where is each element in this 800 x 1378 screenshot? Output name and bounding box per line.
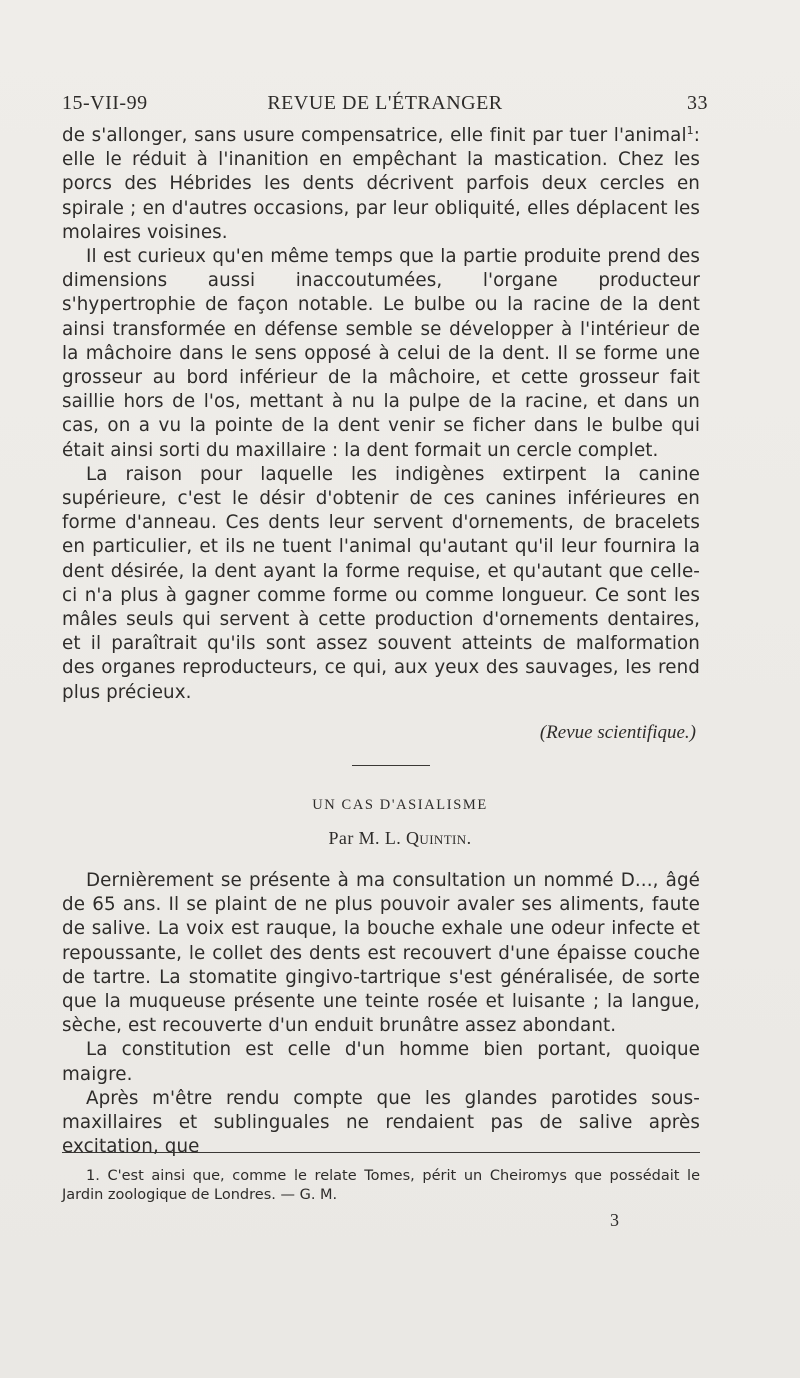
- footnote-marker: 1: [686, 123, 694, 137]
- footnote: [62, 1167, 700, 1205]
- running-head: [62, 92, 708, 120]
- footnote-divider: [62, 1152, 700, 1153]
- footnote-text: [62, 1167, 700, 1205]
- paragraph: La constitution est celle d'un homme bien portant, quoique maigre.: [62, 1039, 700, 1085]
- source-citation: (Revue scientifique.): [539, 722, 696, 743]
- author-name: Quintin.: [406, 828, 472, 848]
- header-journal-title: REVUE DE L'ÉTRANGER: [267, 92, 503, 114]
- paragraph: Après m'être rendu compte que les glandes parotides sous-maxillaires et sublinguales ne rendaient pas de salive après excitation, que: [62, 1087, 700, 1158]
- signature-mark: 3: [610, 1210, 619, 1230]
- paragraph: [62, 124, 700, 245]
- footnote-number: 1.: [86, 1168, 100, 1184]
- article-body: [62, 869, 700, 1159]
- header-date: 15-VII-99: [62, 92, 148, 114]
- article-continuation: [62, 124, 700, 705]
- article-author: [0, 828, 800, 849]
- paragraph-text: de s'allonger, sans usure compensatrice, elle finit par tuer l'animal: [62, 125, 687, 146]
- footnote-body: C'est ainsi que, comme le relate Tomes, périt un Cheiromys que possédait le Jardin zoologique de Londres. — G. M.: [62, 1168, 701, 1203]
- paragraph: Il est curieux qu'en même temps que la partie produite prend des dimensions aussi inaccoutumées, l'organe producteur s'hypertrophie de façon notable. Le bulbe ou la racine de la dent ainsi transformée en défense semble se développer à l'intérieur de la mâchoire dans le sens opposé à celui de la dent. Il se forme une grosseur au bord inférieur de la mâchoire, et cette grosseur fait saillie hors de l'os, mettant à nu la pulpe de la racine, et dans un cas, on a vu la pointe de la dent venir se ficher dans le bulbe qui était ainsi sorti du maxillaire : la dent formait un cercle complet.: [62, 246, 700, 461]
- paragraph-text-tail: : elle le réduit à l'inanition en empêchant la mastication. Chez les porcs des Hébrides les dents décrivent parfois deux cercles en spirale ; en d'autres occasions, par leur obliquité, elles déplacent les molaires voisines.: [62, 125, 700, 243]
- paragraph: Dernièrement se présente à ma consultation un nommé D..., âgé de 65 ans. Il se plaint de ne plus pouvoir avaler ses aliments, faute de salive. La voix est rauque, la bouche exhale une odeur infecte et repoussante, le collet des dents est recouvert d'une épaisse couche de tartre. La stomatite gingivo-tartrique s'est généralisée, de sorte que la muqueuse présente une teinte rosée et luisante ; la langue, sèche, est recouverte d'un enduit brunâtre assez abondant.: [62, 870, 700, 1037]
- article-title: UN CAS D'ASIALISME: [312, 797, 488, 813]
- section-divider: [352, 765, 430, 766]
- header-page-number: 33: [687, 92, 708, 114]
- paragraph: La raison pour laquelle les indigènes extirpent la canine supérieure, c'est le désir d'obtenir de ces canines inférieures en forme d'anneau. Ces dents leur servent d'ornements, de bracelets en particulier, et ils ne tuent l'animal qu'autant qu'il leur fournira la dent désirée, la dent ayant la forme requise, et qu'autant que celle-ci n'a plus à gagner comme forme ou comme longueur. Ce sont les mâles seuls qui servent à cette production d'ornements dentaires, et il paraîtrait qu'ils sont assez souvent atteints de malformation des organes reproducteurs, ce qui, aux yeux des sauvages, les rend plus précieux.: [62, 463, 700, 703]
- author-prefix: Par M. L.: [328, 828, 407, 848]
